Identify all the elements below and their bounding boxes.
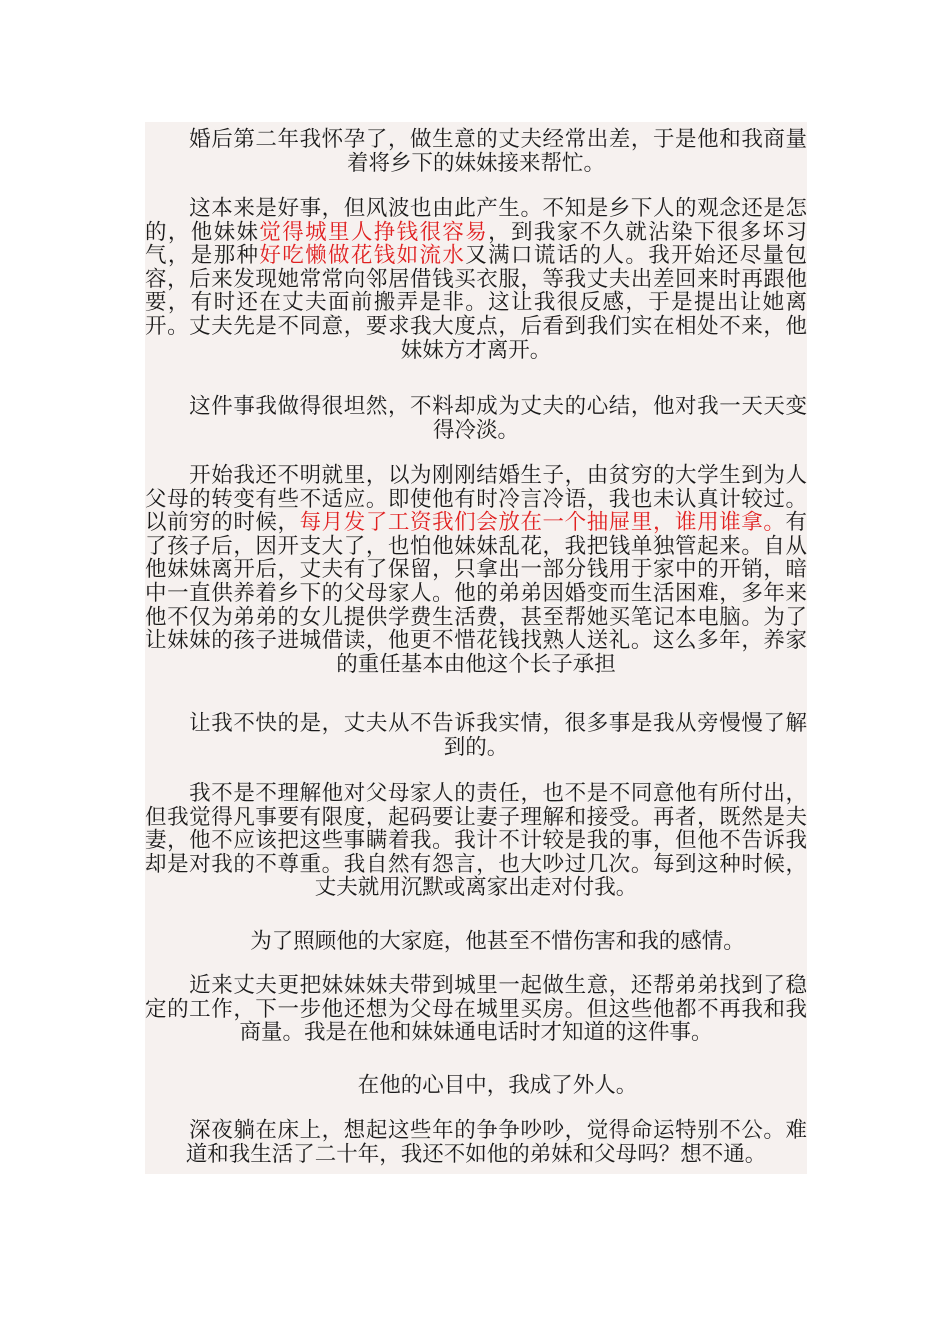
paragraph-text: 近来丈夫更把妹妹妹夫带到城里一起做生意，还帮弟弟找到了稳定的工作，下一步他还想为父母在城里买房。但这些他都不再我和我商量。我是在他和妹妹通电话时才知道的这件事。	[145, 973, 807, 1046]
paragraph-text: 深夜躺在床上，想起这些年的争争吵吵，觉得命运特别不公。难道和我生活了二十年，我还不如他的弟妹和父母吗？想不通。	[145, 1118, 807, 1167]
paragraph-text: 这本来是好事，但风波也由此产生。不知是乡下人的观念还是怎的，他妹妹	[145, 196, 807, 245]
paragraph-9	[145, 1074, 807, 1098]
paragraph-10	[145, 1119, 807, 1166]
paragraph-text: 又满口谎话的人。我开始还尽量包容，后来发现她常常向邻居借钱买衣服，等我丈夫出差回来时再跟他要，有时还在丈夫面前搬弄是非。这让我很反感，于是提出让她离开。丈夫先是不同意，要求我大度点，后看到我们实在相处不来，他妹妹方才离开。	[145, 243, 807, 363]
paragraph-text: 开始我还不明就里，以为刚刚结婚生子，由贫穷的大学生到为人父母的转变有些不适应。即使他有时冷言冷语，我也未认真计较过。以前穷的时候，	[145, 463, 807, 536]
paragraph-4	[145, 464, 807, 676]
highlighted-text: 每月发了工资我们会放在一个抽屉里，谁用谁拿。	[299, 510, 786, 536]
document-page	[145, 122, 807, 1174]
paragraph-text: 在他的心目中，我成了外人。	[314, 1073, 638, 1098]
paragraph-6	[145, 782, 807, 900]
highlighted-text: 觉得城里人挣钱很容易	[259, 219, 489, 245]
paragraph-text: 这件事我做得很坦然，不料却成为丈夫的心结，他对我一天天变得冷淡。	[145, 394, 807, 443]
paragraph-1	[145, 128, 807, 175]
paragraph-text: 有了孩子后，因开支大了，也怕他妹妹乱花，我把钱单独管起来。自从他妹妹离开后，丈夫有了保留，只拿出一部分钱用于家中的开销，暗中一直供养着乡下的父母家人。他的弟弟因婚变而生活困难，多年来他不仅为弟弟的女儿提供学费生活费，甚至帮她买笔记本电脑。为了让妹妹的孩子进城借读，他更不惜花钱找熟人送礼。这么多年，养家的重任基本由他这个长子承担	[145, 510, 807, 677]
paragraph-3	[145, 395, 807, 442]
paragraph-7	[145, 930, 807, 954]
paragraph-text: 为了照顾他的大家庭，他甚至不惜伤害和我的感情。	[207, 929, 745, 954]
highlighted-text: 好吃懒做花钱如流水	[259, 243, 466, 269]
paragraph-text: 让我不快的是，丈夫从不告诉我实情，很多事是我从旁慢慢了解到的。	[145, 711, 807, 760]
paragraph-5	[145, 712, 807, 759]
paragraph-text: ，到我家不久就沾染下很多坏习气，是那种	[145, 219, 807, 269]
paragraph-text: 婚后第二年我怀孕了，做生意的丈夫经常出差，于是他和我商量着将乡下的妹妹接来帮忙。	[145, 127, 807, 176]
paragraph-8	[145, 974, 807, 1045]
paragraph-text: 我不是不理解他对父母家人的责任，也不是不同意他有所付出，但我觉得凡事要有限度，起码要让妻子理解和接受。再者，既然是夫妻，他不应该把这些事瞒着我。我计不计较是我的事，但他不告诉我却是对我的不尊重。我自然有怨言，也大吵过几次。每到这种时候，丈夫就用沉默或离家出走对付我。	[145, 781, 807, 901]
paragraph-2	[145, 197, 807, 362]
